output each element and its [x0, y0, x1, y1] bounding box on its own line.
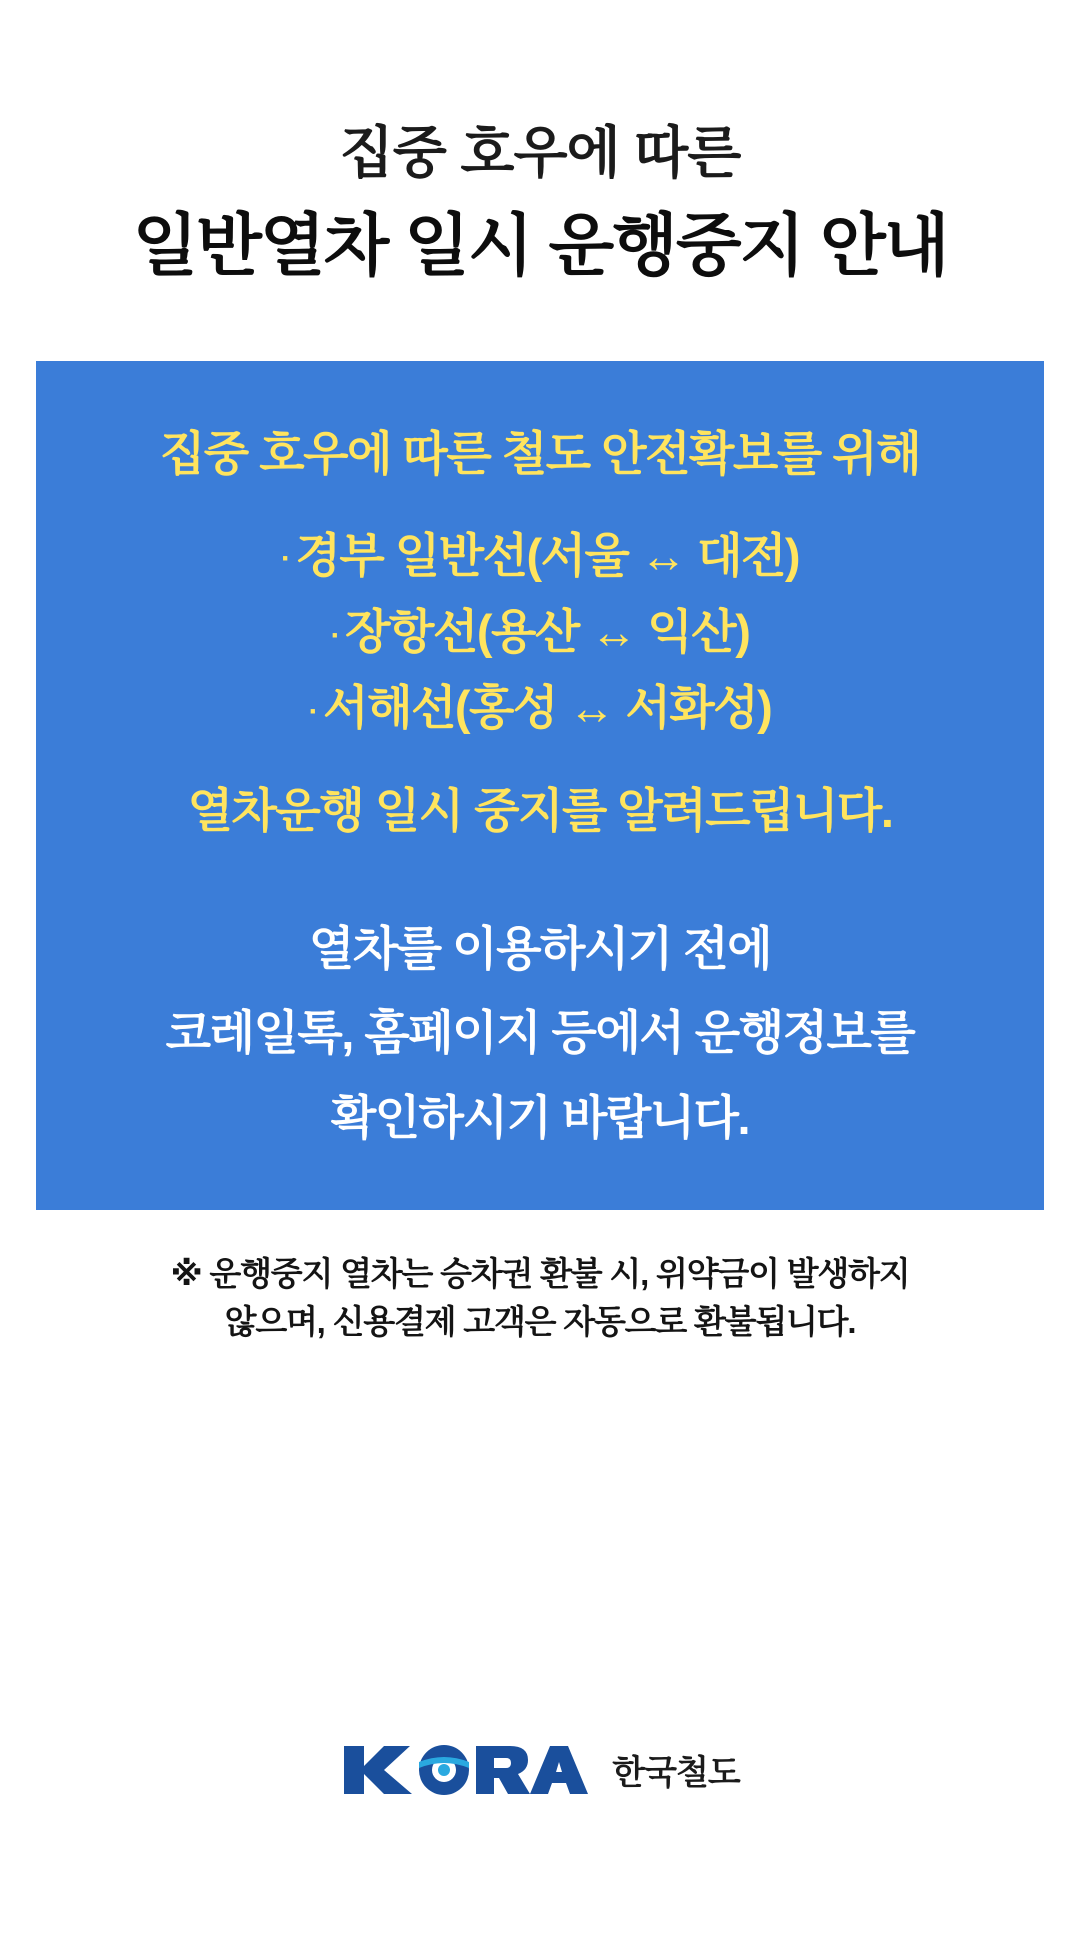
- guide-block: [66, 920, 1014, 1148]
- page-title: 일반열차 일시 운행중지 안내: [132, 208, 948, 284]
- line-label: 경부 일반선(서울 ↔ 대전): [295, 529, 800, 583]
- poster-header: [36, 0, 1044, 289]
- bullet-icon: ·: [280, 542, 290, 576]
- line-label: 장항선(용산 ↔ 익산): [345, 605, 750, 659]
- notice-outro: 열차운행 일시 중지를 알려드립니다.: [187, 784, 893, 838]
- bullet-icon: ·: [330, 618, 340, 652]
- footnote-line-2: 않으며, 신용결제 고객은 자동으로 환불됩니다.: [224, 1302, 856, 1340]
- korail-logo: [36, 1738, 1044, 1800]
- korail-wordmark-icon: [340, 1738, 590, 1800]
- bullet-icon: ·: [308, 694, 318, 728]
- affected-lines-list: [66, 518, 1014, 746]
- guide-line-2: 코레일톡, 홈페이지 등에서 운행정보를: [165, 1006, 915, 1060]
- guide-line-3: 확인하시기 바랍니다.: [330, 1091, 750, 1145]
- guide-line-1: 열차를 이용하시기 전에: [308, 921, 772, 975]
- list-item: [66, 518, 1014, 594]
- list-item: [66, 670, 1014, 746]
- header-subtitle: 집중 호우에 따른: [339, 121, 741, 184]
- notice-panel: [36, 361, 1044, 1210]
- footnote-line-1: ※ 운행중지 열차는 승차권 환불 시, 위약금이 발생하지: [170, 1254, 910, 1292]
- line-label: 서해선(홍성 ↔ 서화성): [323, 681, 772, 735]
- korail-name-label: 한국철도: [612, 1753, 740, 1792]
- notice-intro: 집중 호우에 따른 철도 안전확보를 위해: [159, 427, 921, 480]
- refund-footnote: [36, 1250, 1044, 1346]
- list-item: [66, 594, 1014, 670]
